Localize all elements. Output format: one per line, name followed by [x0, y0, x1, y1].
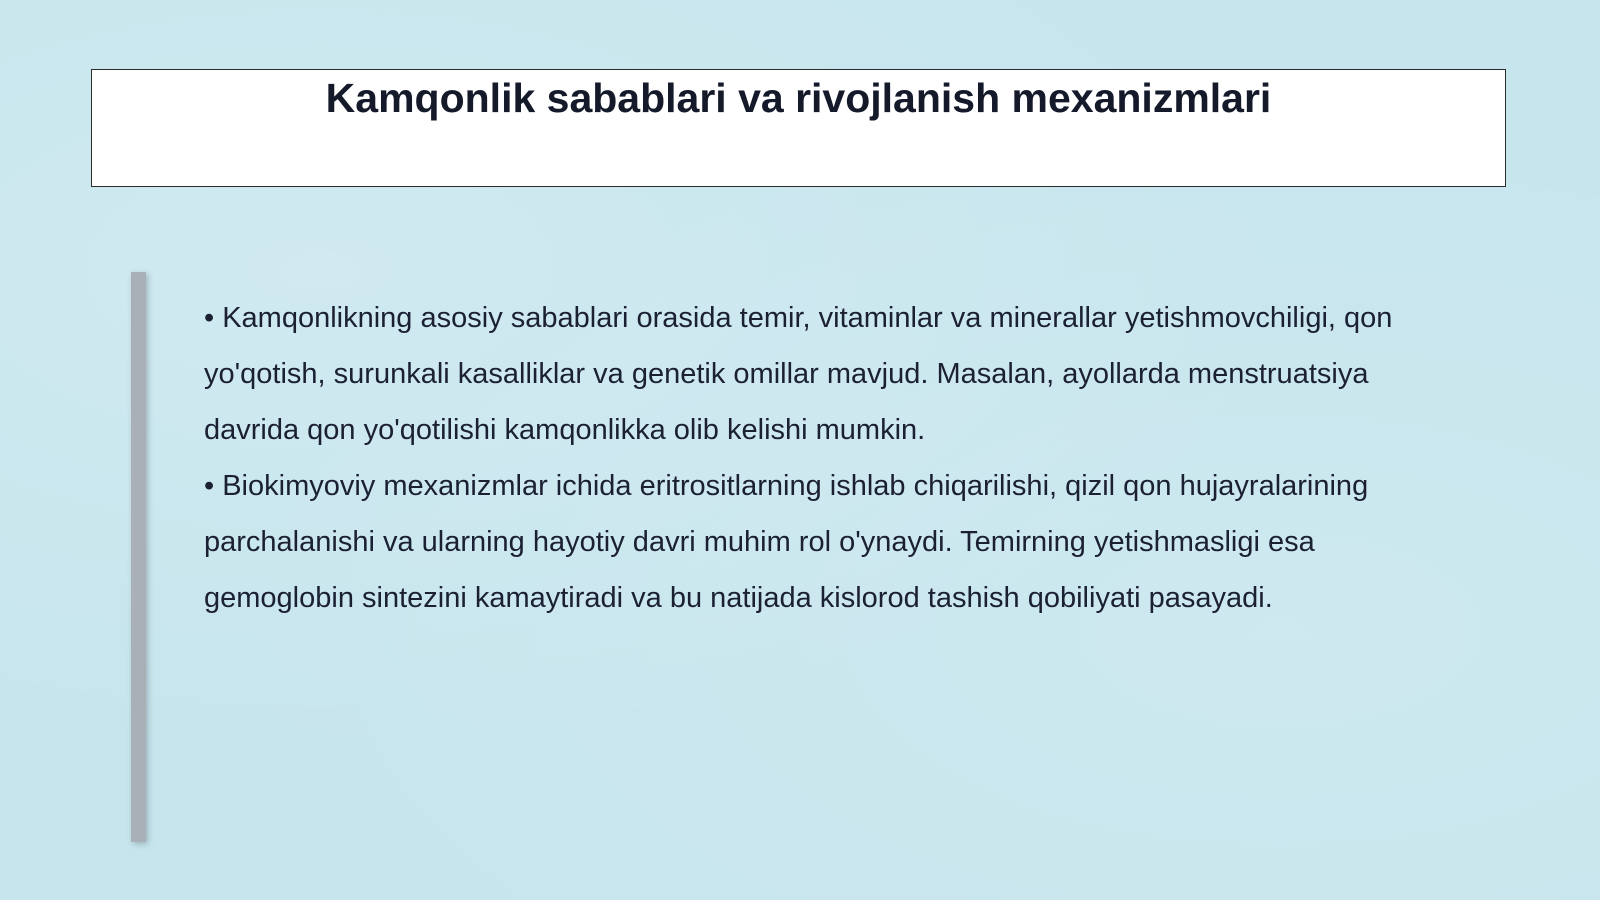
title-box — [91, 69, 1506, 187]
bullet-point-1: • Kamqonlikning asosiy sabablari orasida temir, vitaminlar va minerallar yetishmovchiligi, qon yo'qotish, surunkali kasalliklar va genetik omillar mavjud. Masalan, ayollarda menstruatsiya davrida qon yo'qotilishi kamqonlikka olib kelishi mumkin. — [204, 302, 1393, 446]
accent-bar — [131, 272, 146, 842]
content-area — [204, 290, 1404, 626]
bullet-point-2: • Biokimyoviy mexanizmlar ichida eritrositlarning ishlab chiqarilishi, qizil qon hujayralarining parchalanishi va ularning hayotiy davri muhim rol o'ynaydi. Temirning yetishmasligi esa gemoglobin sintezini kamaytiradi va bu natijada kislorod tashish qobiliyati pasayadi. — [204, 470, 1369, 614]
slide-title: Kamqonlik sabablari va rivojlanish mexanizmlari — [325, 75, 1272, 121]
